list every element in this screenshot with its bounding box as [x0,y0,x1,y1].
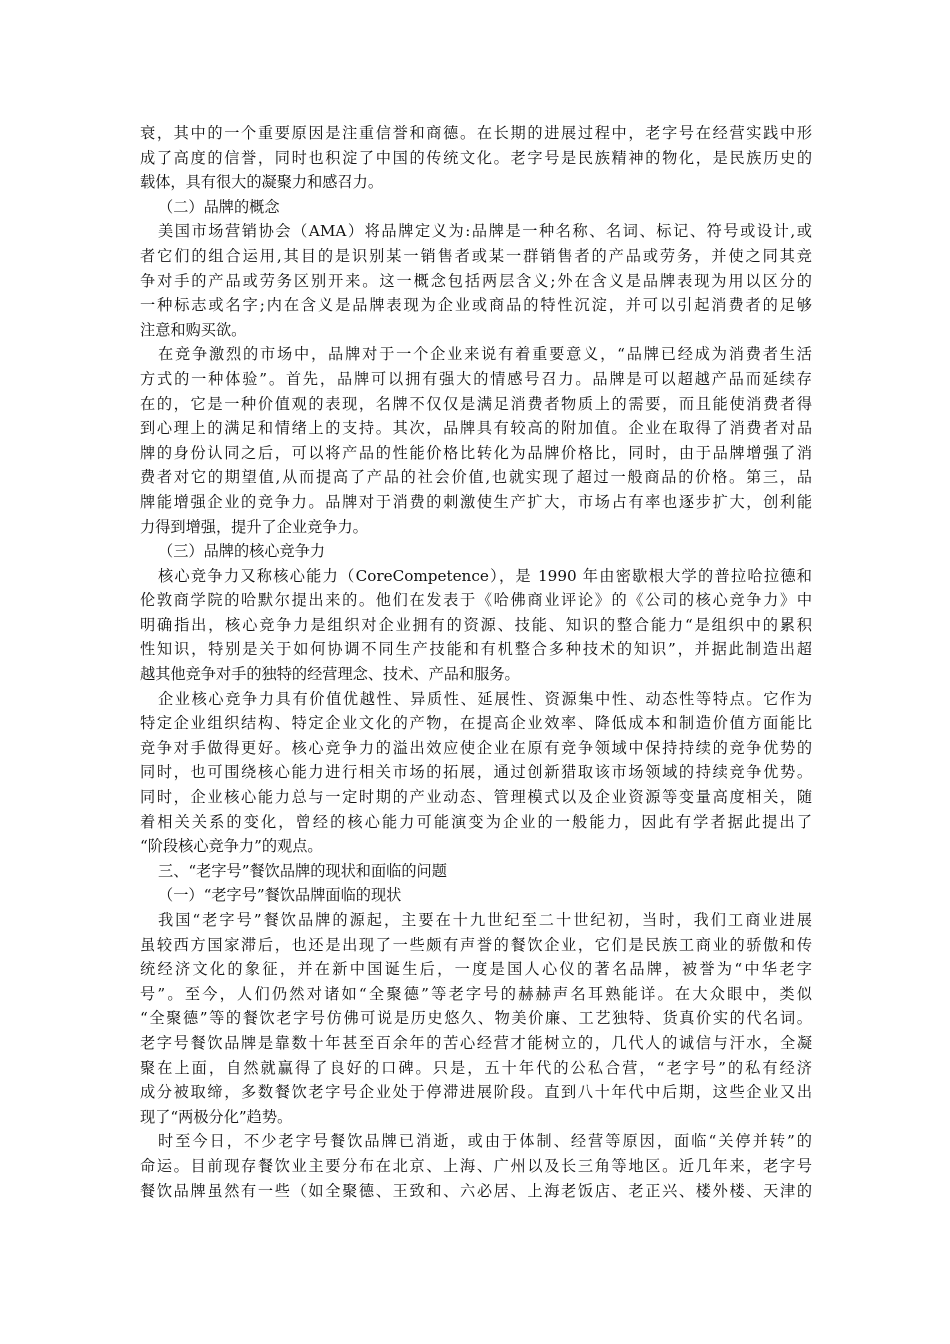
document-page [140,121,812,1203]
text-line: 美国市场营销协会（AMA）将品牌定义为:品牌是一种名称、名词、标记、符号或设计,或 [158,222,812,241]
text-line: 到心理上的满足和情绪上的支持。其次，品牌具有较高的附加值。企业在取得了消费者对品 [140,419,812,438]
text-line: 方式的一种体验”。首先，品牌可以拥有强大的情感号召力。品牌是可以超越产品而延续存 [140,369,812,388]
text-line: 明确指出，核心竞争力是组织对企业拥有的资源、技能、知识的整合能力“是组织中的累积 [140,615,812,634]
text-line: 竞争对手做得更好。核心竞争力的溢出效应使企业在原有竞争领域中保持持续的竞争优势的 [140,738,812,757]
text-line: （一）“老字号”餐饮品牌面临的现状 [158,886,402,905]
text-line: 聚在上面，自然就赢得了良好的口碑。只是，五十年代的公私合营，“老字号”的私有经济 [140,1058,812,1077]
text-line: 牌能增强企业的竞争力。品牌对于消费的刺激使生产扩大，市场占有率也逐步扩大，创利能 [140,492,812,511]
text-line: （三）品牌的核心竞争力 [158,542,326,561]
text-line: 费者对它的期望值,从而提高了产品的社会价值,也就实现了超过一般商品的价格。第三，品 [140,468,812,487]
text-line: （二）品牌的概念 [158,197,280,216]
text-line: 衰，其中的一个重要原因是注重信誉和商德。在长期的进展过程中，老字号在经营实践中形 [140,124,812,142]
text-line: 特定企业组织结构、特定企业文化的产物，在提高企业效率、降低成本和制造价值方面能比 [140,714,812,733]
text-line: 同时，也可围绕核心能力进行相关市场的拓展，通过创新猎取该市场领域的持续竞争优势。 [140,763,812,782]
text-line: “阶段核心竞争力”的观点。 [140,837,323,856]
text-line: 核心竞争力又称核心能力（CoreCompetence），是 1990 年由密歇根大学的普拉哈拉德和 [158,566,812,585]
text-line: 现了“两极分化”趋势。 [140,1107,293,1126]
text-line: 成分被取缔，多数餐饮老字号企业处于停滞进展阶段。直到八十年代中后期，这些企业又出 [140,1083,812,1102]
text-line: 号”。至今，人们仍然对诸如“全聚德”等老字号的赫赫声名耳熟能详。在大众眼中，类似 [140,984,812,1003]
text-line: 命运。目前现存餐饮业主要分布在北京、上海、广州以及长三角等地区。近几年来，老字号 [140,1156,812,1175]
text-line: 同时，企业核心能力总与一定时期的产业动态、管理模式以及企业资源等变量高度相关，随 [140,788,812,807]
text-line: 伦敦商学院的哈默尔提出来的。他们在发表于《哈佛商业评论》的《公司的核心竞争力》中 [140,591,812,610]
text-line: 着相关关系的变化，曾经的核心能力可能演变为企业的一般能力，因此有学者据此提出了 [140,812,812,831]
text-line: 餐饮品牌虽然有一些（如全聚德、王致和、六必居、上海老饭店、老正兴、楼外楼、天津的 [140,1181,812,1200]
text-line: 力得到增强，提升了企业竞争力。 [140,517,368,536]
text-line: 者它们的组合运用,其目的是识别某一销售者或某一群销售者的产品或劳务，并使之同其竞 [140,246,812,265]
text-line: 统经济文化的象征，并在新中国诞生后，一度是国人心仪的著名品牌，被誉为“中华老字 [140,960,812,979]
text-line: 企业核心竞争力具有价值优越性、异质性、延展性、资源集中性、动态性等特点。它作为 [158,689,812,708]
text-line: 老字号餐饮品牌是靠数十年甚至百余年的苦心经营才能树立的，几代人的诚信与汗水，全凝 [140,1033,812,1052]
text-line: 一种标志或名字;内在含义是品牌表现为企业或商品的特性沉淀，并可以引起消费者的足够 [140,296,812,315]
text-line: “全聚德”等的餐饮老字号仿佛可说是历史悠久、物美价廉、工艺独特、货真价实的代名词。 [140,1009,812,1028]
text-line: 成了高度的信誉，同时也积淀了中国的传统文化。老字号是民族精神的物化，是民族历史的 [140,148,812,167]
text-line: 越其他竞争对手的独特的经营理念、技术、产品和服务。 [140,665,520,684]
text-line: 牌的身份认同之后，可以将产品的性能价格比转化为品牌价格比，同时，由于品牌增强了消 [140,443,812,462]
text-line: 时至今日，不少老字号餐饮品牌已消逝，或由于体制、经营等原因，面临“关停并转”的 [158,1132,812,1151]
text-line: 虽较西方国家滞后，也还是出现了一些颇有声誉的餐饮企业，它们是民族工商业的骄傲和传 [140,935,812,954]
text-line: 我国“老字号”餐饮品牌的源起，主要在十九世纪至二十世纪初，当时，我们工商业进展 [158,911,812,929]
text-line: 载体，具有很大的凝聚力和感召力。 [140,173,383,192]
text-line: 性知识，特别是关于如何协调不同生产技能和有机整合多种技术的知识”，并据此制造出超 [140,640,812,659]
text-line: 在的，它是一种价值观的表现，名牌不仅仅是满足消费者物质上的需要，而且能使消费者得 [140,394,812,413]
text-line: 注意和购买欲。 [140,320,247,339]
text-line: 在竞争激烈的市场中，品牌对于一个企业来说有着重要意义，“品牌已经成为消费者生活 [158,345,812,364]
text-line: 争对手的产品或劳务区别开来。这一概念包括两层含义;外在含义是品牌表现为用以区分的 [140,271,812,290]
text-line: 三、“老字号”餐饮品牌的现状和面临的问题 [158,861,447,880]
